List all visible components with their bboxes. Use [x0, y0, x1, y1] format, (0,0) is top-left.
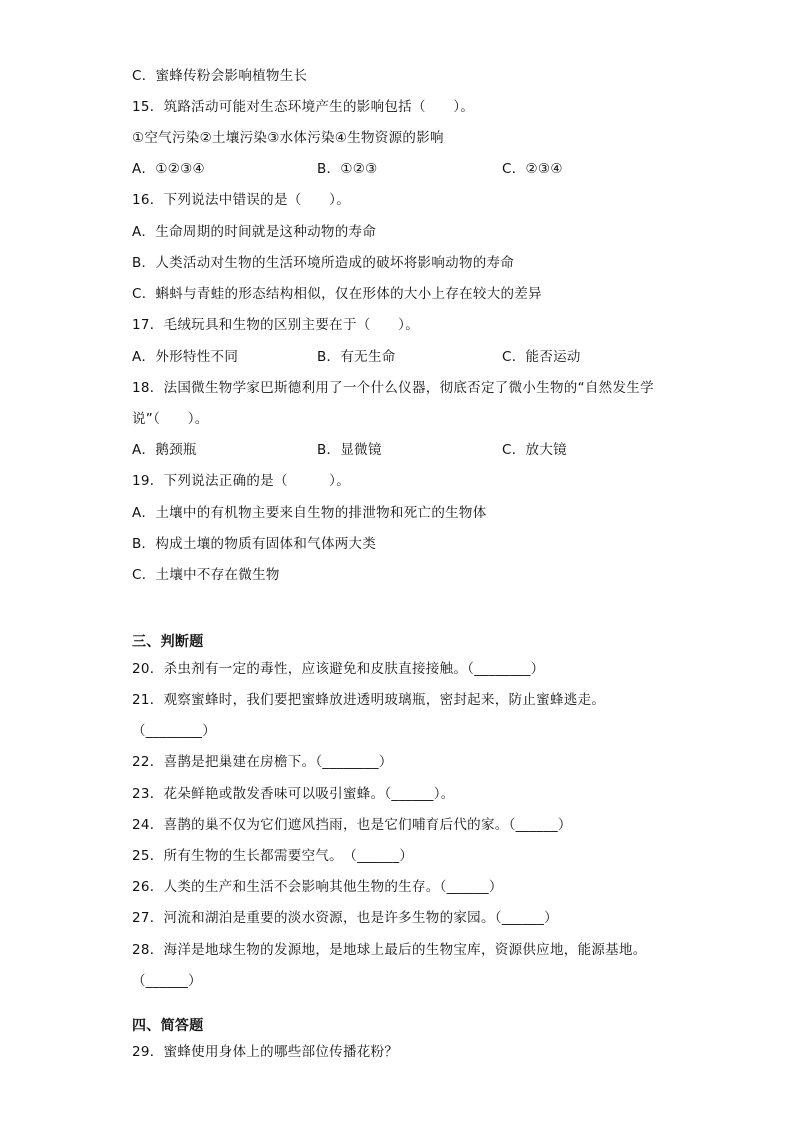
- q27: 27．河流和湖泊是重要的淡水资源，也是许多生物的家园。（______）: [132, 910, 558, 926]
- q16-stem: 16．下列说法中错误的是（ ）。: [132, 192, 351, 208]
- q17-stem: 17．毛绒玩具和生物的区别主要在于（ ）。: [132, 317, 420, 333]
- q19-option-b: B．构成土壤的物质有固体和气体两大类: [132, 536, 377, 552]
- q21-line2: （________）: [132, 723, 216, 739]
- q19-option-c: C．土壤中不存在微生物: [132, 567, 280, 583]
- q16-option-c: C．蝌蚪与青蛙的形态结构相似，仅在形体的大小上存在较大的差异: [132, 286, 542, 302]
- q19-option-a: A．土壤中的有机物主要来自生物的排泄物和死亡的生物体: [132, 505, 487, 521]
- q18-option-a: A．鹅颈瓶: [132, 442, 197, 458]
- q17-option-a: A．外形特性不同: [132, 349, 239, 365]
- q20: 20．杀虫剂有一定的毒性，应该避免和皮肤直接接触。（________）: [132, 661, 545, 677]
- q22: 22．喜鹊是把巢建在房檐下。（________）: [132, 754, 393, 770]
- q18-stem-line1: 18．法国微生物学家巴斯德利用了一个什么仪器，彻底否定了微小生物的“自然发生学: [132, 380, 654, 396]
- q14-option-c: C．蜜蜂传粉会影响植物生长: [132, 68, 308, 84]
- q18-option-c: C．放大镜: [502, 442, 567, 458]
- q18-stem-line2: 说”（ ）。: [132, 411, 209, 427]
- q25: 25．所有生物的生长都需要空气。 （______）: [132, 848, 414, 864]
- section4-heading: 四、简答题: [132, 1018, 204, 1034]
- q24: 24．喜鹊的巢不仅为它们遮风挡雨，也是它们哺育后代的家。（______）: [132, 817, 572, 833]
- q18-option-b: B．显微镜: [317, 442, 382, 458]
- q26: 26．人类的生产和生活不会影响其他生物的生存。（______）: [132, 879, 503, 895]
- q16-option-b: B．人类活动对生物的生活环境所造成的破坏将影响动物的寿命: [132, 255, 515, 271]
- section3-heading: 三、判断题: [132, 634, 204, 650]
- q15-items: ①空气污染②土壤污染③水体污染④生物资源的影响: [132, 130, 444, 146]
- q15-option-a: A．①②③④: [132, 161, 205, 177]
- q17-option-b: B．有无生命: [317, 349, 396, 365]
- q23: 23．花朵鲜艳或散发香味可以吸引蜜蜂。（______）。: [132, 786, 455, 802]
- q16-option-a: A．生命周期的时间就是这种动物的寿命: [132, 224, 377, 240]
- q15-option-c: C．②③④: [502, 161, 563, 177]
- q17-option-c: C．能否运动: [502, 349, 581, 365]
- q15-stem: 15．筑路活动可能对生态环境产生的影响包括（ ）。: [132, 99, 475, 115]
- q15-option-b: B．①②③: [317, 161, 378, 177]
- q19-stem: 19．下列说法正确的是（ ）。: [132, 473, 351, 489]
- q21-line1: 21．观察蜜蜂时，我们要把蜜蜂放进透明玻璃瓶，密封起来，防止蜜蜂逃走。: [132, 692, 606, 708]
- q29: 29．蜜蜂使用身体上的哪些部位传播花粉？: [132, 1044, 399, 1060]
- q28-line2: （______）: [132, 973, 202, 989]
- q28-line1: 28．海洋是地球生物的发源地，是地球上最后的生物宝库，资源供应地，能源基地。: [132, 942, 647, 958]
